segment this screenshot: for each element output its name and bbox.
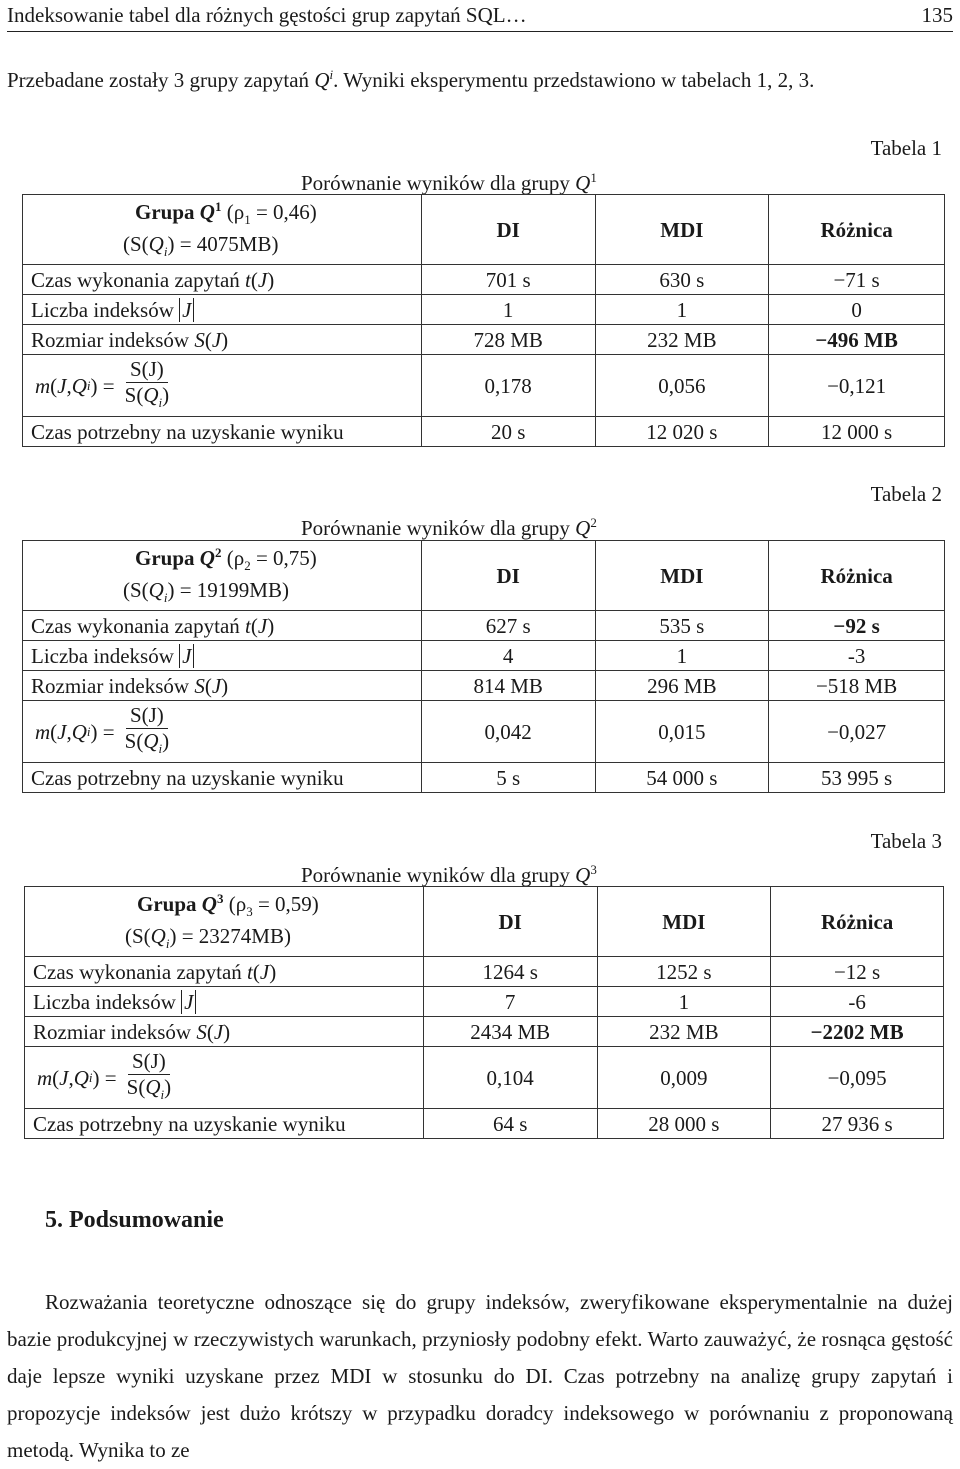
table-row — [25, 1047, 944, 1109]
table-3-time-di: 1264 s — [423, 957, 597, 987]
table-3-size-diff: −2202 MB — [771, 1017, 944, 1047]
table-row — [23, 641, 945, 671]
table-2-total-di: 5 s — [421, 763, 595, 793]
intro-q-symbol: Q — [314, 68, 330, 92]
table-row — [23, 265, 945, 295]
table-2-col-mdi: MDI — [595, 541, 769, 611]
table-2-count-mdi: 1 — [595, 641, 769, 671]
table-1-size-diff: −496 MB — [769, 325, 945, 355]
table-1-time-diff: −71 s — [769, 265, 945, 295]
intro-q-sup: i — [329, 67, 334, 82]
table-2-size-diff: −518 MB — [769, 671, 945, 701]
table-1-size-label: Rozmiar indeksów S(J) — [23, 325, 422, 355]
table-2-total-label: Czas potrzebny na uzyskanie wyniku — [23, 763, 422, 793]
table-1-total-mdi: 12 020 s — [595, 417, 769, 447]
table-row — [25, 987, 944, 1017]
table-row — [25, 887, 944, 925]
table-row — [23, 417, 945, 447]
table-3-ratio-diff: −0,095 — [771, 1047, 944, 1109]
table-2-time-di: 627 s — [421, 611, 595, 641]
table-3-size-mdi: 232 MB — [597, 1017, 771, 1047]
table-row — [23, 671, 945, 701]
table-3-ratio-formula: m ( J , Q i ) = $\frac{S(J)}{S(Q_i)}$ — [25, 1047, 424, 1109]
table-1-col-diff: Różnica — [769, 195, 945, 265]
page-number: 135 — [921, 3, 953, 27]
table-1-count-mdi: 1 — [595, 295, 769, 325]
table-1-size-di: 728 MB — [421, 325, 595, 355]
table-2-col-diff: Różnica — [769, 541, 945, 611]
table-2-ratio-formula: m ( J , Q i ) = $\frac{S(J)}{S(Q_i)}$ — [23, 701, 422, 763]
table-1 — [22, 194, 945, 447]
table-1-total-diff: 12 000 s — [769, 417, 945, 447]
table-1-count-di: 1 — [421, 295, 595, 325]
table-2-total-diff: 53 995 s — [769, 763, 945, 793]
intro-text-end: . Wyniki eksperymentu przedstawiono w tabelach 1, 2, 3. — [333, 68, 815, 92]
table-3-count-di: 7 — [423, 987, 597, 1017]
table-3-time-diff: −12 s — [771, 957, 944, 987]
table-1-label: Tabela 1 — [870, 136, 942, 160]
table-2-caption: Porównanie wyników dla grupy $Q^2$ — [301, 515, 597, 540]
table-3-col-di: DI — [423, 887, 597, 957]
table-3-size-label: Rozmiar indeksów S(J) — [25, 1017, 424, 1047]
table-1-total-di: 20 s — [421, 417, 595, 447]
body-paragraph: Rozważania teoretyczne odnoszące się do grupy indeksów, zweryfikowane eksperymentalnie na dużej bazie produkcyjnej w rzeczywistych warunkach, przyniosły podobny efekt. Warto zauważyć, że rosnąca gęstość daje lepsze wyniki uzyskane przez MDI w stosunku do DI. Czas potrzebny na analizę grupy zapytań i propozycje indeksów jest dużo krótszy w przypadku doradcy indeksowego w porównaniu z proponowaną metodą. Wynika to ze — [7, 1290, 953, 1462]
table-row — [23, 325, 945, 355]
table-3-caption: Porównanie wyników dla grupy $Q^3$ — [301, 862, 597, 887]
table-1-group-cell: Grupa $Q^1$ $(\rho_1 = 0,46)$ — [23, 195, 422, 233]
table-3-label: Tabela 3 — [870, 829, 942, 853]
table-2-size-mdi: 296 MB — [595, 671, 769, 701]
table-1-ratio-diff: −0,121 — [769, 355, 945, 417]
running-header — [7, 0, 953, 32]
table-row — [23, 195, 945, 233]
intro-paragraph — [7, 58, 953, 97]
table-1-count-label: Liczba indeksów J — [23, 295, 422, 325]
table-1-col-di: DI — [421, 195, 595, 265]
table-2-count-diff: -3 — [769, 641, 945, 671]
table-2-count-label: Liczba indeksów J — [23, 641, 422, 671]
table-1-ratio-di: 0,178 — [421, 355, 595, 417]
table-3-count-diff: -6 — [771, 987, 944, 1017]
table-2-size-label: Rozmiar indeksów S(J) — [23, 671, 422, 701]
table-3-total-di: 64 s — [423, 1109, 597, 1139]
table-1-size-mdi: 232 MB — [595, 325, 769, 355]
table-2-size-cell: $(S(Q_i) = 19199MB)$ — [23, 578, 422, 611]
table-2-col-di: DI — [421, 541, 595, 611]
table-2-ratio-mdi: 0,015 — [595, 701, 769, 763]
table-2-size-di: 814 MB — [421, 671, 595, 701]
table-2-ratio-di: 0,042 — [421, 701, 595, 763]
table-row — [23, 611, 945, 641]
table-1-count-diff: 0 — [769, 295, 945, 325]
table-1-ratio-mdi: 0,056 — [595, 355, 769, 417]
table-3-time-label: Czas wykonania zapytań t(J) — [25, 957, 424, 987]
table-2-ratio-diff: −0,027 — [769, 701, 945, 763]
table-3-size-di: 2434 MB — [423, 1017, 597, 1047]
table-row — [25, 957, 944, 987]
table-1-time-mdi: 630 s — [595, 265, 769, 295]
table-3-time-mdi: 1252 s — [597, 957, 771, 987]
table-row — [23, 295, 945, 325]
table-3-total-mdi: 28 000 s — [597, 1109, 771, 1139]
table-2-time-mdi: 535 s — [595, 611, 769, 641]
table-3-count-mdi: 1 — [597, 987, 771, 1017]
table-3-size-cell: $(S(Q_i) = 23274MB)$ — [25, 924, 424, 957]
section-heading: 5. Podsumowanie — [45, 1207, 224, 1233]
table-1-total-label: Czas potrzebny na uzyskanie wyniku — [23, 417, 422, 447]
table-row — [23, 541, 945, 579]
table-3-ratio-mdi: 0,009 — [597, 1047, 771, 1109]
intro-text: Przebadane zostały 3 grupy zapytań — [7, 68, 315, 92]
table-row — [23, 763, 945, 793]
table-3-total-label: Czas potrzebny na uzyskanie wyniku — [25, 1109, 424, 1139]
table-1-time-label: Czas wykonania zapytań t(J) — [23, 265, 422, 295]
table-row — [25, 1109, 944, 1139]
table-3-col-mdi: MDI — [597, 887, 771, 957]
table-row — [25, 1017, 944, 1047]
table-3-total-diff: 27 936 s — [771, 1109, 944, 1139]
table-1-size-cell: $(S(Q_i) = 4075MB)$ — [23, 232, 422, 265]
table-1-col-mdi: MDI — [595, 195, 769, 265]
table-3-ratio-di: 0,104 — [423, 1047, 597, 1109]
table-2 — [22, 540, 945, 793]
table-3 — [24, 886, 944, 1139]
table-3-col-diff: Różnica — [771, 887, 944, 957]
table-1-ratio-formula: m ( J , Q i ) = $\frac{S(J)}{S(Q_i)}$ — [23, 355, 422, 417]
table-3-group-cell: Grupa $Q^3$ $(\rho_3 = 0,59)$ — [25, 887, 424, 925]
table-2-time-label: Czas wykonania zapytań t(J) — [23, 611, 422, 641]
table-2-group-cell: Grupa $Q^2$ $(\rho_2 = 0,75)$ — [23, 541, 422, 579]
table-1-time-di: 701 s — [421, 265, 595, 295]
table-2-count-di: 4 — [421, 641, 595, 671]
table-row — [23, 355, 945, 417]
table-2-time-diff: −92 s — [769, 611, 945, 641]
table-row — [23, 701, 945, 763]
table-2-total-mdi: 54 000 s — [595, 763, 769, 793]
table-1-caption: Porównanie wyników dla grupy $Q^1$ — [301, 170, 597, 195]
running-header-title: Indeksowanie tabel dla różnych gęstości grup zapytań SQL… — [7, 3, 527, 27]
table-2-label: Tabela 2 — [870, 482, 942, 506]
table-3-count-label: Liczba indeksów J — [25, 987, 424, 1017]
